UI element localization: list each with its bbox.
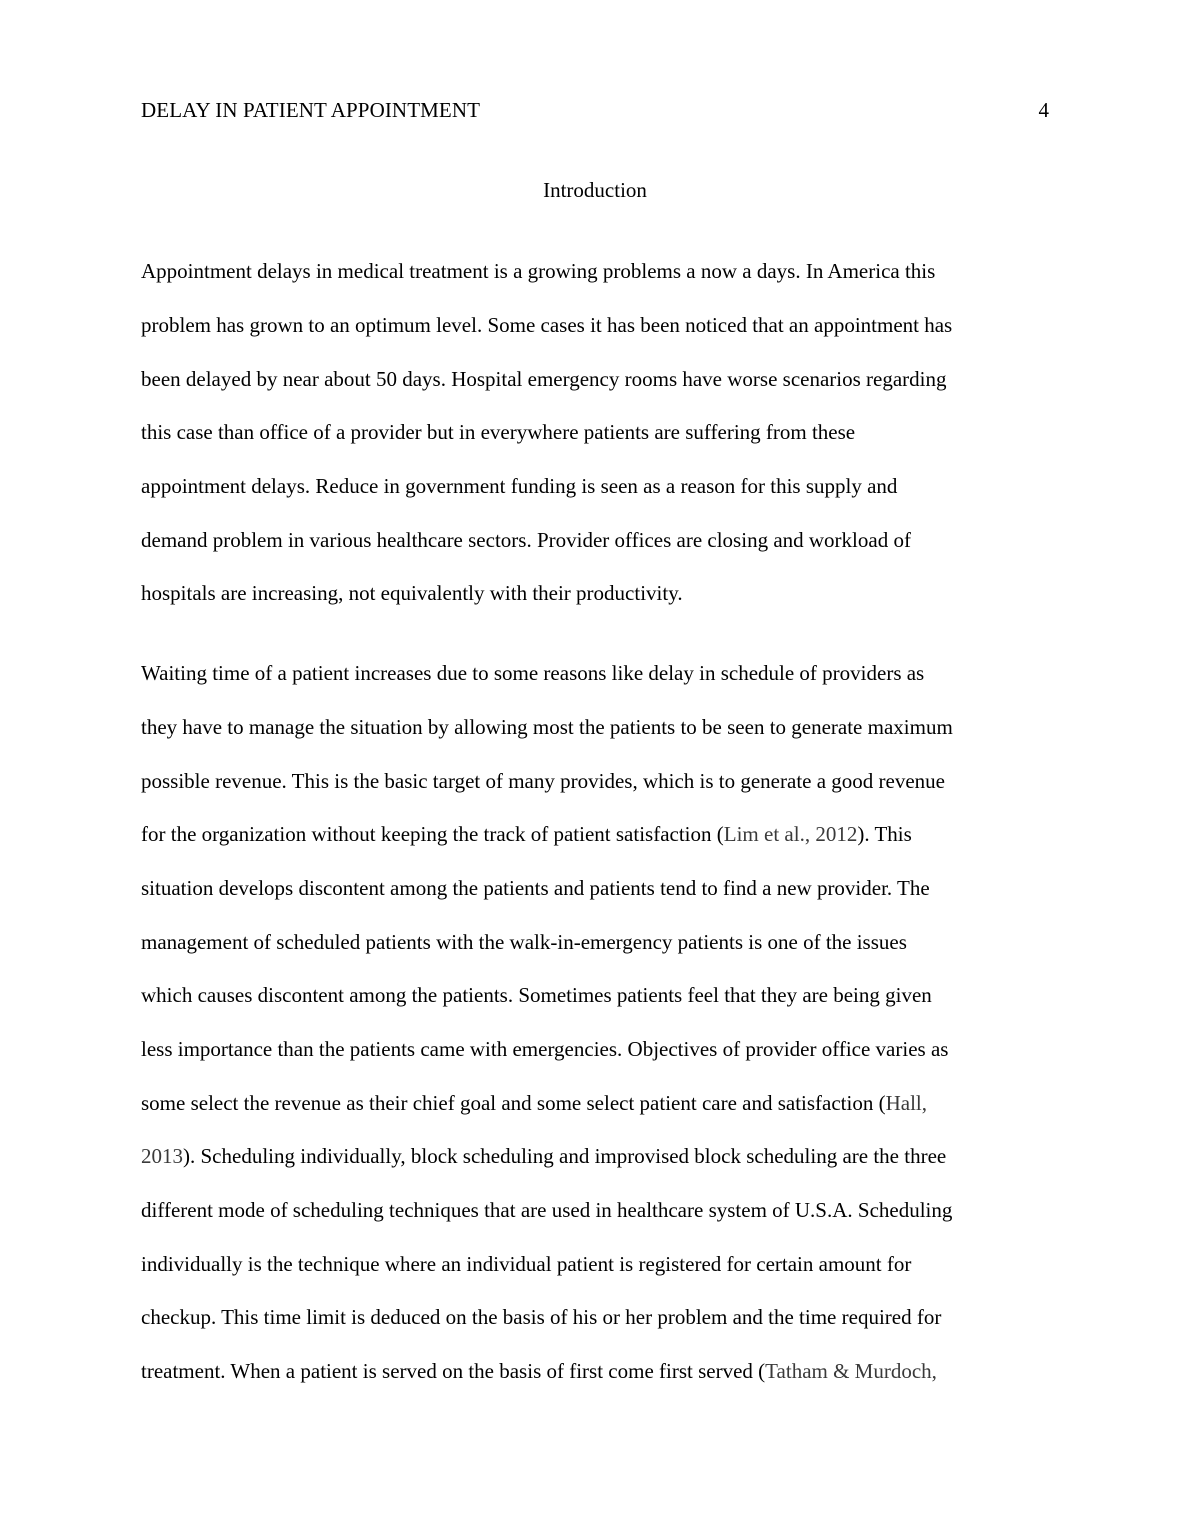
paragraph-line: individually is the technique where an individual patient is registered for certain amount for bbox=[141, 1252, 912, 1276]
page-number: 4 bbox=[1038, 98, 1049, 122]
citation: 2013 bbox=[141, 1144, 183, 1168]
paragraph-line: possible revenue. This is the basic target of many provides, which is to generate a good revenue bbox=[141, 769, 945, 793]
paragraph-line: they have to manage the situation by allowing most the patients to be seen to generate maximum bbox=[141, 715, 953, 739]
paragraph-line: less importance than the patients came with emergencies. Objectives of provider office varies as bbox=[141, 1037, 949, 1061]
paragraph-line: been delayed by near about 50 days. Hospital emergency rooms have worse scenarios regarding bbox=[141, 367, 947, 391]
citation: Hall, bbox=[885, 1091, 928, 1115]
paragraph-line: Waiting time of a patient increases due to some reasons like delay in schedule of providers as bbox=[141, 661, 925, 685]
paragraph-line: Appointment delays in medical treatment is a growing problems a now a days. In America this bbox=[141, 259, 936, 283]
paragraph-line: checkup. This time limit is deduced on the basis of his or her problem and the time required for bbox=[141, 1305, 942, 1329]
citation: Lim et al., 2012 bbox=[723, 822, 858, 846]
paragraph-line: situation develops discontent among the patients and patients tend to find a new provider. The bbox=[141, 876, 930, 900]
paragraph-line: demand problem in various healthcare sectors. Provider offices are closing and workload of bbox=[141, 528, 911, 552]
citation: Tatham & Murdoch, bbox=[765, 1359, 937, 1383]
paragraph-line: this case than office of a provider but in everywhere patients are suffering from these bbox=[141, 420, 856, 444]
line-text: treatment. When a patient is served on the basis of first come first served ( bbox=[141, 1359, 766, 1383]
line-text: for the organization without keeping the track of patient satisfaction ( bbox=[141, 822, 724, 846]
line-text: ). Scheduling individually, block scheduling and improvised block scheduling are the three bbox=[183, 1144, 947, 1168]
paragraph-line: different mode of scheduling techniques that are used in healthcare system of U.S.A. Scheduling bbox=[141, 1198, 953, 1222]
line-text: some select the revenue as their chief goal and some select patient care and satisfaction ( bbox=[141, 1091, 886, 1115]
paragraph-line: problem has grown to an optimum level. Some cases it has been noticed that an appointment has bbox=[141, 313, 953, 337]
paragraph-line: appointment delays. Reduce in government funding is seen as a reason for this supply and bbox=[141, 474, 898, 498]
paragraph-line: management of scheduled patients with the walk-in-emergency patients is one of the issues bbox=[141, 930, 907, 954]
paragraph-line bbox=[141, 821, 912, 847]
paragraph-line: hospitals are increasing, not equivalently with their productivity. bbox=[141, 581, 683, 605]
section-title: Introduction bbox=[543, 178, 647, 202]
paragraph-line: which causes discontent among the patients. Sometimes patients feel that they are being given bbox=[141, 983, 932, 1007]
running-head: DELAY IN PATIENT APPOINTMENT bbox=[141, 98, 481, 122]
paragraph-line bbox=[141, 1090, 927, 1116]
paragraph-line bbox=[141, 1143, 946, 1169]
line-text: ). This bbox=[857, 822, 912, 846]
paragraph-line bbox=[141, 1358, 937, 1384]
